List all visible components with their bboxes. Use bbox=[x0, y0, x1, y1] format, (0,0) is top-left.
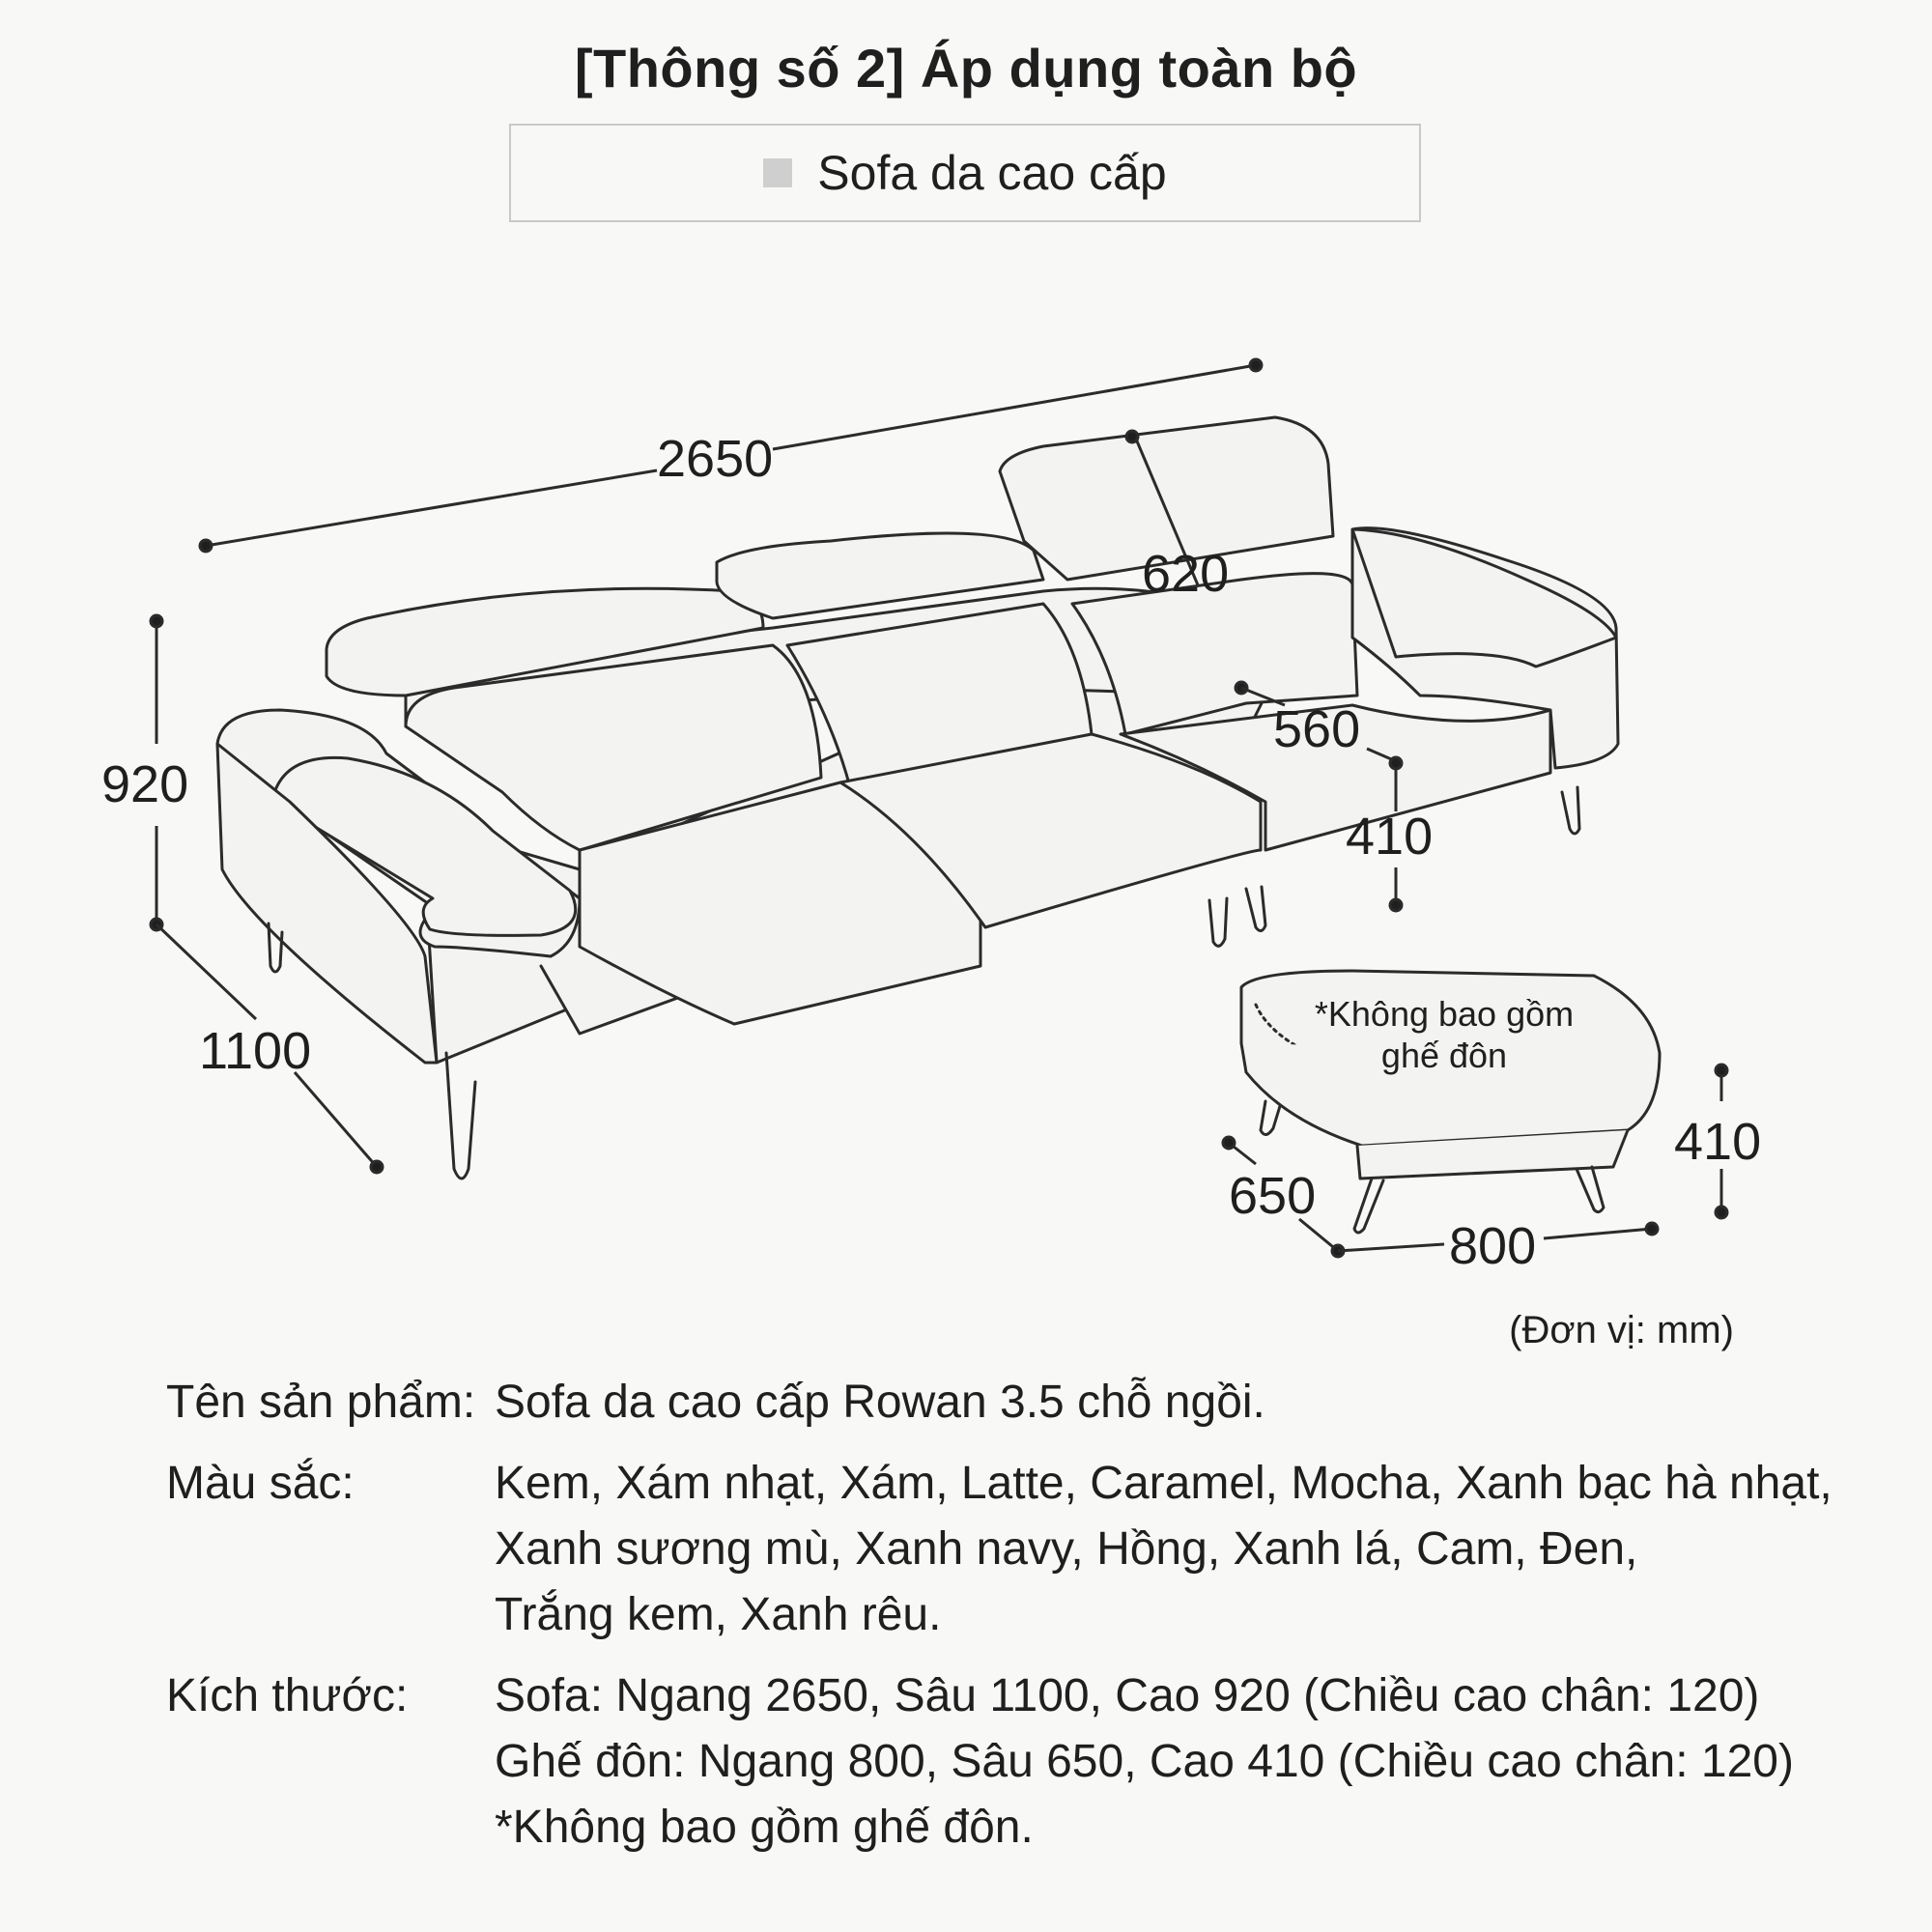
dim-endpoint bbox=[1716, 1207, 1727, 1218]
dim-endpoint bbox=[200, 540, 212, 552]
spec-text: Kem, Xám nhạt, Xám, Latte, Caramel, Mocha, Xanh bạc hà nhạt, bbox=[495, 1458, 1833, 1509]
ottoman-note-line2: ghế đôn bbox=[1380, 1036, 1508, 1075]
dim-endpoint bbox=[1646, 1223, 1658, 1235]
spec-value-name bbox=[495, 1370, 1905, 1435]
spec-text: Ghế đôn: Ngang 800, Sâu 650, Cao 410 (Chiều cao chân: 120) bbox=[495, 1736, 1794, 1787]
spec-section bbox=[166, 1370, 1905, 1876]
page-title: [Thông số 2] Áp dụng toàn bộ bbox=[574, 38, 1358, 99]
dim-label-depth: 1100 bbox=[199, 1022, 312, 1080]
dim-label-ottoman-height: 410 bbox=[1674, 1113, 1762, 1171]
dim-endpoint bbox=[1390, 757, 1402, 769]
unit-note: (Đơn vị: mm) bbox=[1509, 1309, 1734, 1351]
dim-endpoint bbox=[1223, 1137, 1235, 1149]
ottoman-leg bbox=[1577, 1167, 1604, 1212]
spec-text: Sofa: Ngang 2650, Sâu 1100, Cao 920 (Chiều cao chân: 120) bbox=[495, 1670, 1760, 1721]
spec-label-name: Tên sản phẩm: bbox=[166, 1377, 476, 1428]
sofa-leg bbox=[446, 1053, 475, 1179]
dim-endpoint bbox=[1390, 899, 1402, 911]
dim-endpoint bbox=[371, 1161, 383, 1173]
spec-text: Sofa da cao cấp Rowan 3.5 chỗ ngồi. bbox=[495, 1377, 1265, 1428]
spec-value-color bbox=[495, 1451, 1905, 1648]
tag-label: Sofa da cao cấp bbox=[817, 146, 1167, 200]
dim-endpoint bbox=[1716, 1065, 1727, 1076]
dim-line-depth bbox=[156, 924, 256, 1019]
sofa-leg bbox=[1246, 887, 1265, 931]
dim-label-ottoman-width: 800 bbox=[1449, 1217, 1537, 1275]
dim-label-headrest: 620 bbox=[1142, 545, 1230, 603]
dim-label-ottoman-depth: 650 bbox=[1229, 1167, 1317, 1225]
spec-value-size bbox=[495, 1663, 1905, 1861]
sofa-leg bbox=[1562, 787, 1579, 834]
spec-row-name bbox=[166, 1370, 1905, 1435]
dim-line-ottoman-width bbox=[1338, 1244, 1444, 1251]
spec-text: Xanh sương mù, Xanh navy, Hồng, Xanh lá, Cam, Đen, bbox=[495, 1523, 1638, 1575]
ottoman-leg bbox=[1354, 1179, 1383, 1233]
dim-line-depth bbox=[295, 1072, 377, 1167]
spec-row-size bbox=[166, 1663, 1905, 1861]
spec-text: Trắng kem, Xanh rêu. bbox=[495, 1589, 942, 1640]
dim-endpoint bbox=[151, 615, 162, 627]
dim-label-seat-height: 410 bbox=[1346, 808, 1434, 866]
dim-line-width bbox=[206, 470, 657, 546]
dim-label-height: 920 bbox=[101, 755, 189, 813]
spec-row-color bbox=[166, 1451, 1905, 1648]
spec-label-size: Kích thước: bbox=[166, 1670, 409, 1721]
dim-endpoint bbox=[1126, 431, 1138, 442]
dim-label-seat-depth: 560 bbox=[1273, 700, 1361, 758]
dim-label-width: 2650 bbox=[657, 430, 774, 488]
sofa-leg bbox=[1209, 898, 1227, 946]
ottoman-note-line1: *Không bao gồm bbox=[1314, 994, 1575, 1034]
spec-text: *Không bao gồm ghế đôn. bbox=[495, 1802, 1034, 1853]
dim-endpoint bbox=[1250, 359, 1262, 371]
ottoman-leg bbox=[1261, 1101, 1280, 1135]
spec-label-color: Màu sắc: bbox=[166, 1458, 355, 1509]
dim-line-ottoman-width bbox=[1544, 1229, 1652, 1238]
